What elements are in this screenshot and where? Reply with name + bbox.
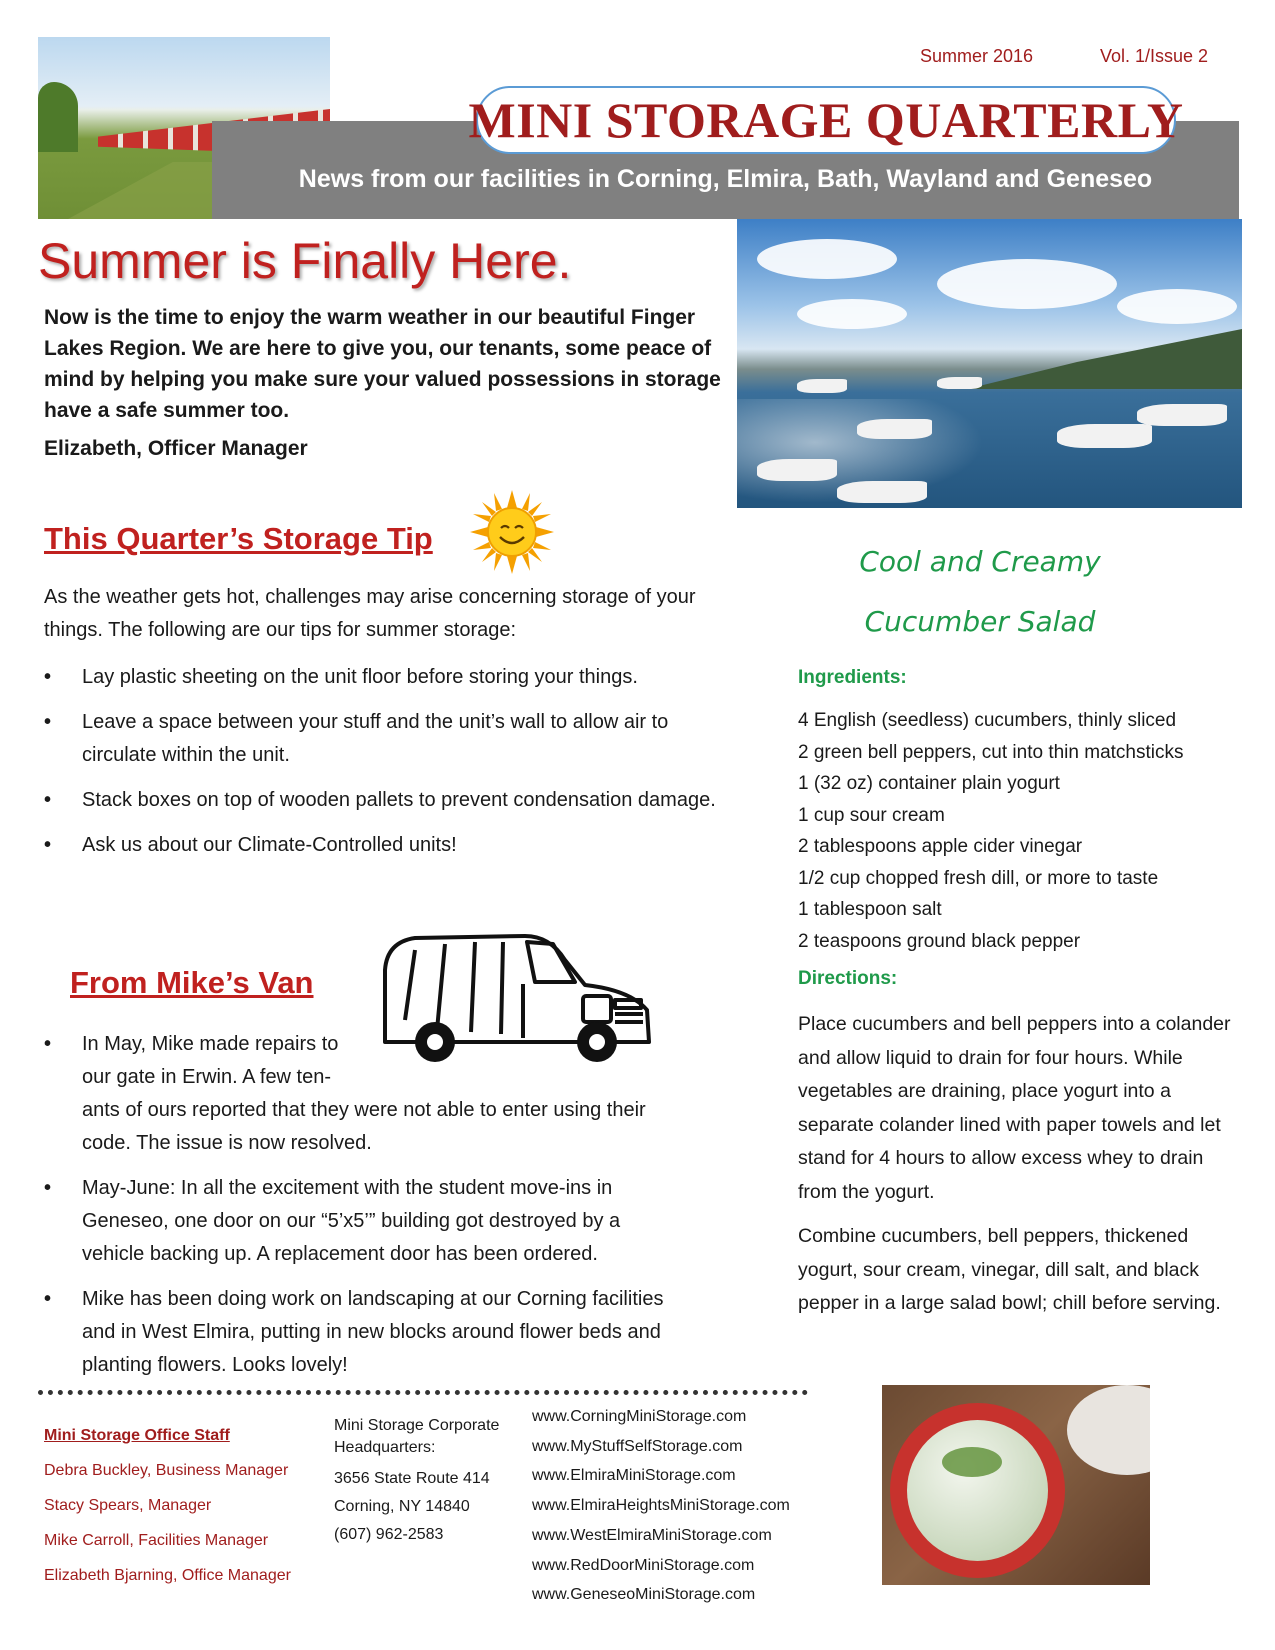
website-link[interactable]: www.ElmiraMiniStorage.com (532, 1467, 736, 1485)
staff-member: Stacy Spears, Manager (44, 1497, 212, 1514)
intro-paragraph: Now is the time to enjoy the warm weather in our beautiful Finger Lakes Region. We are here to give you, our tenants, some peace of mind by helping you make sure your valued possessions in storage have a safe summer too. (44, 306, 721, 422)
cucumber-salad-photo (882, 1385, 1150, 1585)
ingredient: 2 tablespoons apple cider vinegar (798, 836, 1083, 857)
mikes-van-heading: From Mike’s Van (70, 965, 314, 1000)
smiling-sun-icon (470, 490, 554, 574)
hq-address-line: Corning, NY 14840 (334, 1498, 470, 1515)
lake-boats-photo (737, 219, 1242, 508)
ingredient: 2 green bell peppers, cut into thin matchsticks (798, 741, 1184, 763)
hq-title: Mini Storage Corporate Headquarters: (334, 1417, 500, 1456)
list-item: • Mike has been doing work on landscaping at our Corning facilities and in West Elmira, putting in new blocks around flower beds and planting flowers. Looks lovely! (44, 1288, 664, 1376)
staff-member: Elizabeth Bjarning, Office Manager (44, 1567, 291, 1584)
storage-tip-list (44, 661, 719, 874)
website-link[interactable]: www.RedDoorMiniStorage.com (532, 1556, 755, 1574)
office-staff (44, 1418, 291, 1593)
summer-heading: Summer is Finally Here. (38, 233, 572, 289)
hq-phone: (607) 962-2583 (334, 1526, 444, 1543)
issue-volume: Vol. 1/Issue 2 (1100, 46, 1209, 66)
website-link[interactable]: www.WestElmiraMiniStorage.com (532, 1526, 772, 1544)
footer-divider (38, 1390, 808, 1395)
hq-address-line: 3656 State Route 414 (334, 1470, 490, 1487)
ingredient: 1 cup sour cream (798, 804, 945, 826)
staff-member: Mike Carroll, Facilities Manager (44, 1532, 269, 1549)
newsletter-title-pill (468, 86, 1184, 154)
corporate-headquarters (334, 1415, 524, 1549)
list-item: • Leave a space between your stuff and the unit’s wall to allow air to circulate within the unit. (44, 711, 669, 766)
mikes-van-list (44, 1028, 684, 1394)
list-item: • Lay plastic sheeting on the unit floor before storing your things. (44, 666, 638, 688)
list-item: • Stack boxes on top of wooden pallets to prevent condensation damage. (44, 789, 716, 811)
website-link[interactable]: www.CorningMiniStorage.com (532, 1408, 747, 1425)
ingredient: 2 teaspoons ground black pepper (798, 930, 1081, 952)
ingredient: 1 (32 oz) container plain yogurt (798, 773, 1060, 794)
ingredient: 4 English (seedless) cucumbers, thinly sliced (798, 710, 1177, 731)
website-link[interactable]: www.GeneseoMiniStorage.com (532, 1586, 756, 1604)
website-link[interactable]: www.MyStuffSelfStorage.com (532, 1437, 743, 1455)
list-item: • May-June: In all the excitement with the student move-ins in Geneseo, one door on our “5’x5’” building got destroyed by a vehicle backing up. A replacement door has been ordered. (44, 1177, 621, 1265)
list-item: • In May, Mike made repairs to our gate in Erwin. A few ten- ants of ours reported that they were not able to enter using their code. The issue is now resolved. (44, 1033, 646, 1154)
ingredients-label: Ingredients: (798, 667, 907, 688)
storage-tip-intro: As the weather gets hot, challenges may arise concerning storage of your things. The following are our tips for summer storage: (44, 586, 696, 641)
website-link[interactable]: www.ElmiraHeightsMiniStorage.com (532, 1497, 790, 1515)
staff-member: Debra Buckley, Business Manager (44, 1462, 289, 1479)
direction-paragraph: Combine cucumbers, bell peppers, thickened yogurt, sour cream, vinegar, dill salt, and black pepper in a large salad bowl; chill before serving. (798, 1225, 1221, 1314)
directions-text (798, 1008, 1238, 1332)
ingredient: 1 tablespoon salt (798, 899, 942, 920)
website-list (532, 1402, 790, 1610)
storage-tip-heading: This Quarter’s Storage Tip (44, 521, 433, 556)
newsletter-subtitle: News from our facilities in Corning, Elmira, Bath, Wayland and Geneseo (298, 165, 1153, 193)
recipe-title: Cool and Creamy Cucumber Salad (859, 545, 1101, 638)
directions-label: Directions: (798, 968, 898, 989)
office-staff-title: Mini Storage Office Staff (44, 1427, 230, 1444)
intro-signature: Elizabeth, Officer Manager (44, 437, 308, 460)
list-item: • Ask us about our Climate-Controlled units! (44, 834, 457, 856)
ingredients-list (798, 705, 1183, 957)
newsletter-title: MINI STORAGE QUARTERLY (468, 92, 1184, 148)
issue-date: Summer 2016 (920, 46, 1034, 66)
direction-paragraph: Place cucumbers and bell peppers into a colander and allow liquid to drain for four hours. While vegetables are draining, place yogurt into a separate colander lined with paper towels and let stand for 4 hours to allow excess whey to drain from the yogurt. (798, 1013, 1231, 1203)
ingredient: 1/2 cup chopped fresh dill, or more to taste (798, 867, 1159, 889)
